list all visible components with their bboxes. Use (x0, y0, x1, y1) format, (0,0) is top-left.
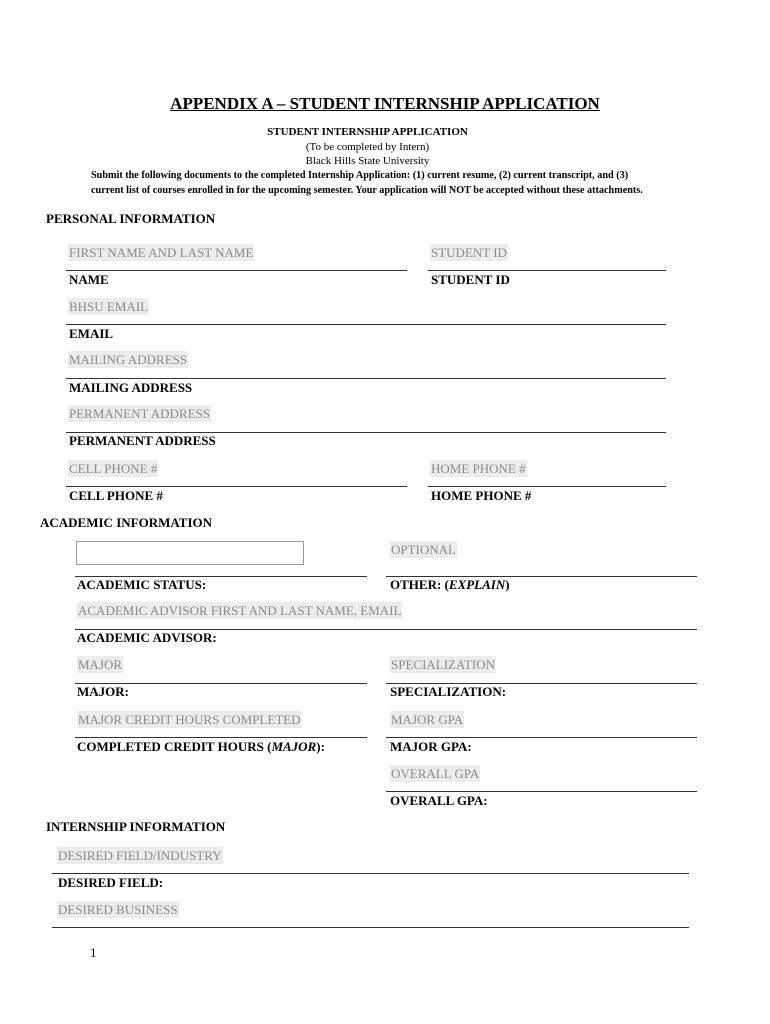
cell-phone-underline (66, 486, 407, 487)
desired-business-underline (52, 927, 689, 928)
personal-info-heading: PERSONAL INFORMATION (46, 211, 216, 226)
mailing-address-field[interactable]: MAILING ADDRESS (69, 352, 188, 367)
home-phone-field[interactable]: HOME PHONE # (431, 461, 526, 476)
form-subtitle: STUDENT INTERNSHIP APPLICATION (267, 126, 468, 138)
page-number: 1 (90, 945, 97, 960)
credit-hours-label: COMPLETED CREDIT HOURS (MAJOR): (77, 739, 325, 754)
specialization-field[interactable]: SPECIALIZATION (391, 657, 495, 672)
academic-advisor-field[interactable]: ACADEMIC ADVISOR FIRST AND LAST NAME, EMAIL (78, 603, 402, 618)
desired-field-input[interactable]: DESIRED FIELD/INDUSTRY (58, 848, 222, 863)
major-label: MAJOR: (77, 684, 129, 699)
email-label: EMAIL (69, 326, 114, 341)
home-phone-underline (428, 486, 666, 487)
other-explain-field[interactable]: OPTIONAL (391, 542, 456, 557)
student-id-underline (428, 270, 666, 271)
desired-field-underline (52, 873, 689, 874)
major-gpa-label: MAJOR GPA: (390, 739, 472, 754)
name-underline (66, 270, 407, 271)
overall-gpa-field[interactable]: OVERALL GPA (391, 766, 480, 781)
mailing-address-label: MAILING ADDRESS (69, 380, 193, 395)
permanent-address-field[interactable]: PERMANENT ADDRESS (69, 406, 210, 421)
desired-field-label: DESIRED FIELD: (58, 875, 164, 890)
academic-status-input[interactable] (76, 541, 304, 565)
internship-info-heading: INTERNSHIP INFORMATION (46, 819, 226, 834)
permanent-address-label: PERMANENT ADDRESS (69, 433, 216, 448)
specialization-label: SPECIALIZATION: (390, 684, 507, 699)
instructions-text: Submit the following documents to the completed Internship Application: (1) current resume, (2) current transcript, and (3) current list of courses enrolled in for the upcoming semester. Your application will NOT be accepted without these attachments. (91, 170, 643, 196)
major-field[interactable]: MAJOR (78, 657, 123, 672)
academic-status-label: ACADEMIC STATUS: (77, 577, 207, 592)
email-underline (66, 324, 666, 325)
credit-hours-field[interactable]: MAJOR CREDIT HOURS COMPLETED (78, 712, 301, 727)
student-id-field[interactable]: STUDENT ID (431, 245, 507, 260)
major-gpa-field[interactable]: MAJOR GPA (391, 712, 464, 727)
overall-gpa-underline (386, 791, 697, 792)
name-field[interactable]: FIRST NAME AND LAST NAME (69, 245, 254, 260)
email-field[interactable]: BHSU EMAIL (69, 299, 149, 314)
other-explain-label: OTHER: (EXPLAIN) (390, 577, 510, 592)
cell-phone-field[interactable]: CELL PHONE # (69, 461, 158, 476)
major-gpa-underline (386, 737, 697, 738)
overall-gpa-label: OVERALL GPA: (390, 793, 488, 808)
credit-hours-underline (75, 737, 367, 738)
completed-by-note: (To be completed by Intern) (305, 141, 430, 153)
home-phone-label: HOME PHONE # (431, 488, 532, 503)
mailing-address-underline (66, 378, 666, 379)
academic-info-heading: ACADEMIC INFORMATION (40, 515, 213, 530)
page-title: APPENDIX A – STUDENT INTERNSHIP APPLICATION (170, 94, 600, 113)
cell-phone-label: CELL PHONE # (69, 488, 163, 503)
desired-business-input[interactable]: DESIRED BUSINESS (58, 902, 178, 917)
university-name: Black Hills State University (305, 155, 430, 167)
student-id-label: STUDENT ID (431, 272, 510, 287)
name-label: NAME (69, 272, 109, 287)
academic-advisor-label: ACADEMIC ADVISOR: (77, 630, 217, 645)
